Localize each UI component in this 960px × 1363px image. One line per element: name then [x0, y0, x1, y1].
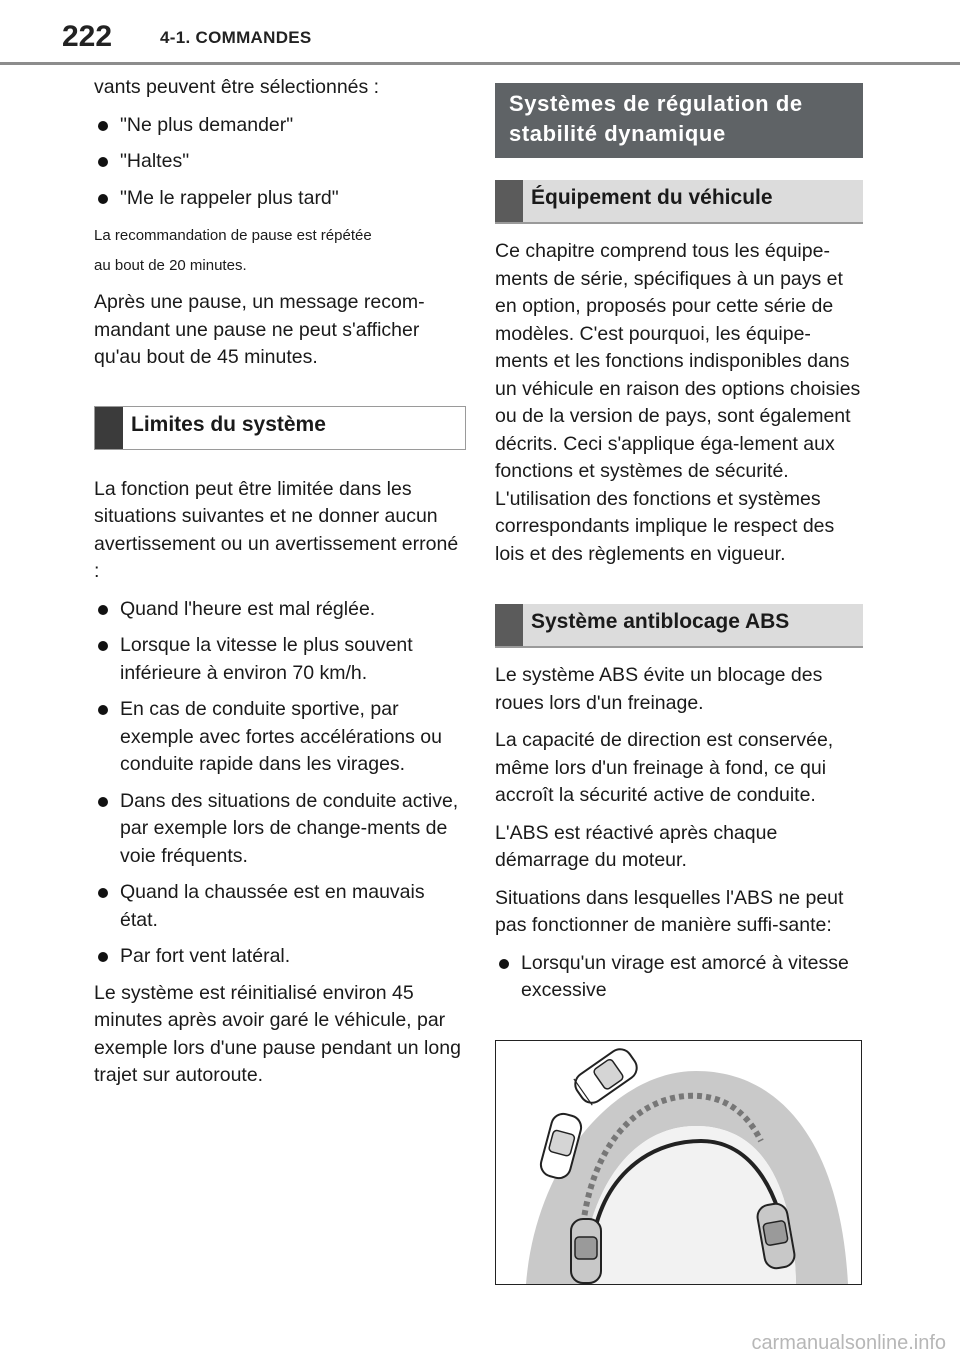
bullet-icon [499, 959, 509, 969]
abs-paragraph: La capacité de direction est conservée, même lors d'un freinage à fond, ce qui accroît la sécurité active de conduite. [495, 729, 834, 806]
bullet-icon [98, 605, 108, 615]
bullet-icon [98, 157, 108, 167]
right-column [495, 83, 863, 1014]
abs-cornering-illustration [495, 1040, 862, 1285]
note-line: au bout de 20 minutes. [94, 257, 247, 274]
note-line: La recommandation de pause est répétée [94, 227, 372, 244]
abs-paragraph: Situations dans lesquelles l'ABS ne peut pas fonctionner de manière suffi-sante: [495, 886, 844, 936]
page-number: 222 [62, 20, 113, 53]
after-pause-text: Après une pause, un message recom-mandant une pause ne peut s'afficher qu'au bout de 45 minutes. [94, 291, 425, 368]
road-curve-drawing [496, 1041, 861, 1284]
bullet-icon [98, 705, 108, 715]
list-item: Quand la chaussée est en mauvais état. [94, 879, 466, 934]
chapter-banner: Systèmes de régulation de stabilité dynamique [495, 83, 863, 158]
section-title: Limites du système [131, 412, 326, 436]
bullet-icon [98, 641, 108, 651]
left-column [94, 74, 466, 1100]
heading-bar [495, 604, 523, 646]
abs-paragraph: Le système ABS évite un blocage des roues lors d'un freinage. [495, 664, 823, 714]
list-item: "Me le rappeler plus tard" [94, 185, 466, 213]
bullet-icon [98, 797, 108, 807]
heading-bar [95, 407, 123, 449]
list-item: "Haltes" [94, 148, 466, 176]
running-header: 4-1. COMMANDES [160, 28, 312, 47]
list-item: Dans des situations de conduite active, par exemple lors de change-ments de voie fréquents. [94, 788, 466, 871]
car-icon [571, 1219, 601, 1283]
header-divider [0, 62, 960, 65]
list-item: Lorsque la vitesse le plus souvent inférieure à environ 70 km/h. [94, 632, 466, 687]
options-list [94, 112, 466, 213]
list-item: "Ne plus demander" [94, 112, 466, 140]
section-heading-limits [94, 406, 466, 450]
list-item: En cas de conduite sportive, par exemple avec fortes accélérations ou conduite rapide dans les virages. [94, 696, 466, 779]
section-heading-abs [495, 604, 863, 648]
list-item: Par fort vent latéral. [94, 943, 466, 971]
section-title: Équipement du véhicule [531, 186, 773, 209]
bullet-icon [98, 952, 108, 962]
limits-intro: La fonction peut être limitée dans les situations suivantes et ne donner aucun avertissement ou un avertissement erroné : [94, 477, 459, 582]
watermark: carmanualsonline.info [751, 1332, 946, 1354]
equipment-text: Ce chapitre comprend tous les équipe-ments de série, spécifiques à un pays et en option, proposés pour cette série de modèles. C'est pourquoi, les équipe-ments et les fonctions indisponibles dans un véhicule en raison des options choisies ou de la version de pays, sont également décrits. Ceci s'applique éga-lement aux fonctions et systèmes de sécurité. L'utilisation des fonctions et systèmes correspondants implique le respect des lois et des règlements en vigueur. [495, 240, 861, 565]
abs-list [495, 950, 863, 1005]
section-title: Système antiblocage ABS [531, 610, 790, 633]
list-item: Lorsqu'un virage est amorcé à vitesse excessive [495, 950, 863, 1005]
section-heading-equipment [495, 180, 863, 224]
intro-text: vants peuvent être sélectionnés : [94, 76, 380, 98]
list-item: Quand l'heure est mal réglée. [94, 596, 466, 624]
bullet-icon [98, 888, 108, 898]
heading-bar [495, 180, 523, 222]
bullet-icon [98, 121, 108, 131]
reset-text: Le système est réinitialisé environ 45 minutes après avoir garé le véhicule, par exemple lors d'une pause pendant un long trajet sur autoroute. [94, 981, 461, 1086]
abs-paragraph: L'ABS est réactivé après chaque démarrage du moteur. [495, 821, 778, 871]
bullet-icon [98, 194, 108, 204]
limits-list [94, 596, 466, 971]
